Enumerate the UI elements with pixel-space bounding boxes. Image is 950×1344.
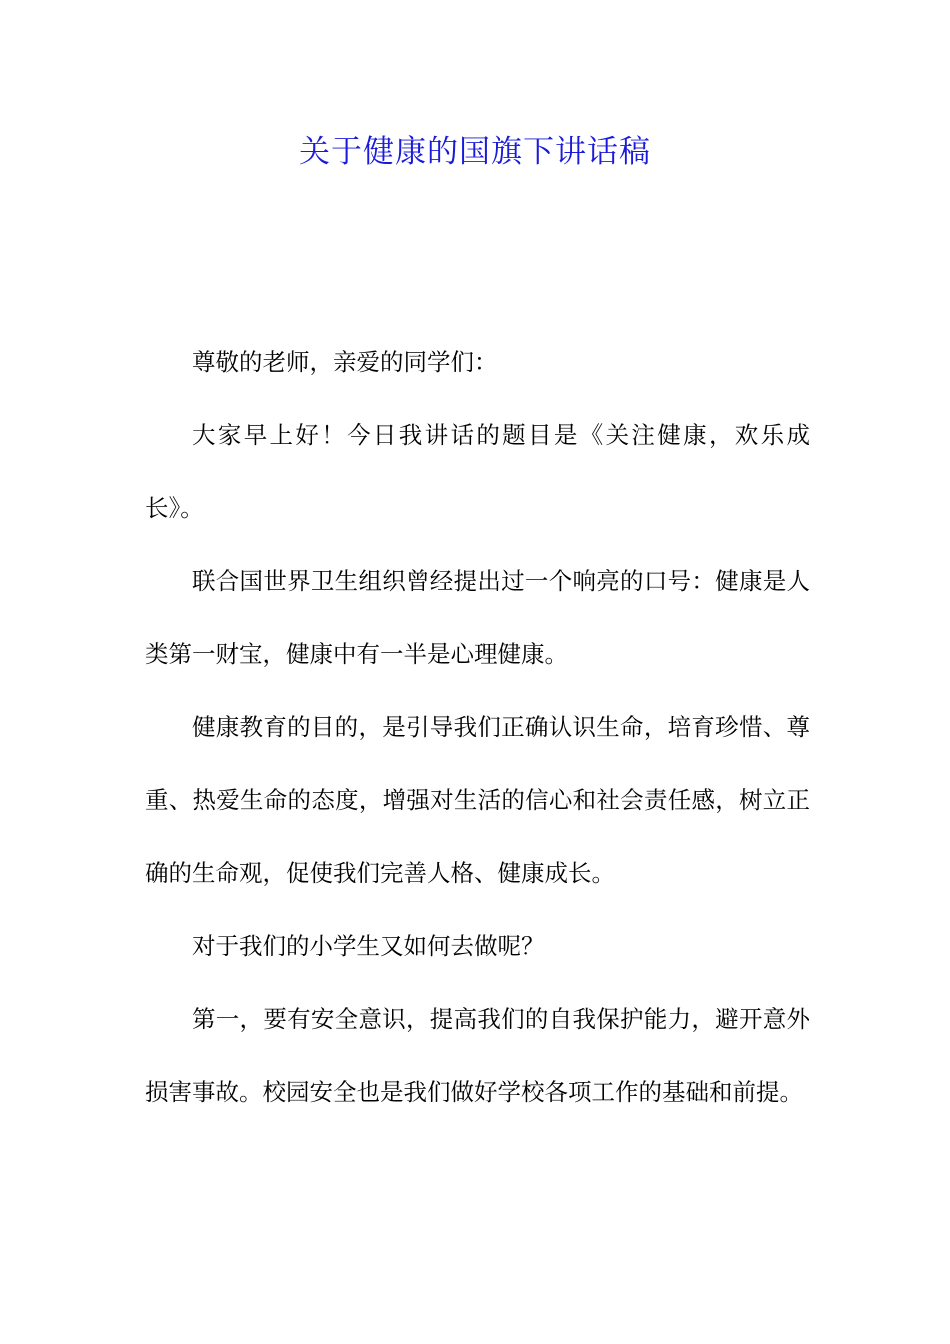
document-title: 关于健康的国旗下讲话稿 [299, 134, 651, 170]
paragraph-greeting: 大家早上好！今日我讲话的题目是《关注健康，欢乐成长》。 [145, 421, 810, 522]
paragraph-first-point: 第一，要有安全意识，提高我们的自我保护能力，避开意外损害事故。校园安全也是我们做好学校各项工作的基础和前提。 [145, 1005, 810, 1106]
paragraph-who-slogan: 联合国世界卫生组织曾经提出过一个响亮的口号：健康是人类第一财宝，健康中有一半是心理健康。 [145, 567, 810, 668]
document-body [145, 326, 810, 1129]
paragraph-question: 对于我们的小学生又如何去做呢？ [192, 932, 545, 960]
paragraph-education-purpose: 健康教育的目的，是引导我们正确认识生命，培育珍惜、尊重、热爱生命的态度，增强对生活的信心和社会责任感，树立正确的生命观，促使我们完善人格、健康成长。 [145, 713, 810, 887]
paragraph-salutation: 尊敬的老师，亲爱的同学们： [192, 348, 498, 376]
